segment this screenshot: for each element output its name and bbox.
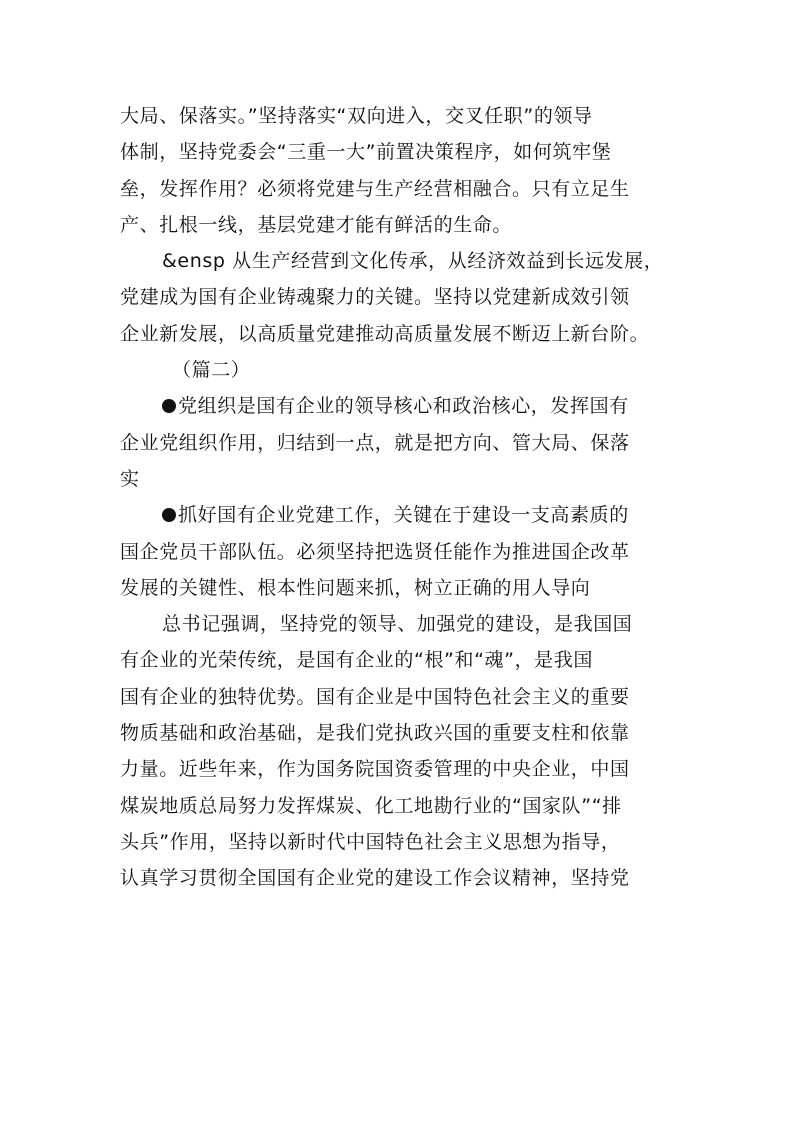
text-line: 发展的关键性、根本性问题来抓，树立正确的用人导向: [120, 576, 591, 599]
text-line: 国企党员干部队伍。必须坚持把选贤任能作为推进国企改革: [120, 540, 630, 563]
section-heading: （篇二）: [172, 359, 251, 382]
text-line: 总书记强调，坚持党的领导、加强党的建设，是我国国: [162, 613, 633, 636]
text-line: 实: [120, 467, 140, 490]
bullet-paragraph-line: [120, 388, 676, 424]
text-line: 头兵”作用，坚持以新时代中国特色社会主义思想为指导，: [120, 830, 621, 853]
bullet-icon: [162, 508, 176, 522]
text-line: 垒，发挥作用？必须将党建与生产经营相融合。只有立足生: [120, 177, 630, 200]
text-line: 企业党组织作用，归结到一点，就是把方向、管大局、保落: [120, 431, 630, 454]
text-line: 产、扎根一线，基层党建才能有鲜活的生命。: [120, 213, 513, 236]
document-body: [120, 98, 676, 897]
text-line: 力量。近些年来，作为国务院国资委管理的中央企业，中国: [120, 758, 630, 781]
bullet-icon: [162, 399, 176, 413]
text-line: 体制，坚持党委会“三重一大”前置决策程序，如何筑牢堡: [120, 141, 612, 164]
text-line: 煤炭地质总局努力发挥煤炭、化工地勘行业的“国家队”“排: [120, 794, 622, 817]
bullet-paragraph-line: [120, 497, 676, 533]
text-line: 认真学习贯彻全国国有企业党的建设工作会议精神，坚持党: [120, 867, 630, 890]
bullet-text: 党组织是国有企业的领导核心和政治核心，发挥国有: [178, 395, 629, 418]
text-line: 物质基础和政治基础，是我们党执政兴国的重要支柱和依靠: [120, 722, 630, 745]
bullet-text: 抓好国有企业党建工作，关键在于建设一支高素质的: [178, 504, 629, 527]
text-line: 企业新发展，以高质量党建推动高质量发展不断迈上新台阶。: [120, 322, 650, 345]
text-line: 有企业的光荣传统，是国有企业的“根”和“魂”，是我国: [120, 649, 593, 672]
text-line: 大局、保落实。”坚持落实“双向进入，交叉任职”的领导: [120, 105, 593, 127]
text-line: 国有企业的独特优势。国有企业是中国特色社会主义的重要: [120, 685, 630, 708]
text-line: 党建成为国有企业铸魂聚力的关键。坚持以党建新成效引领: [120, 286, 630, 309]
text-line: &ensp 从生产经营到文化传承，从经济效益到长远发展，: [162, 250, 664, 273]
